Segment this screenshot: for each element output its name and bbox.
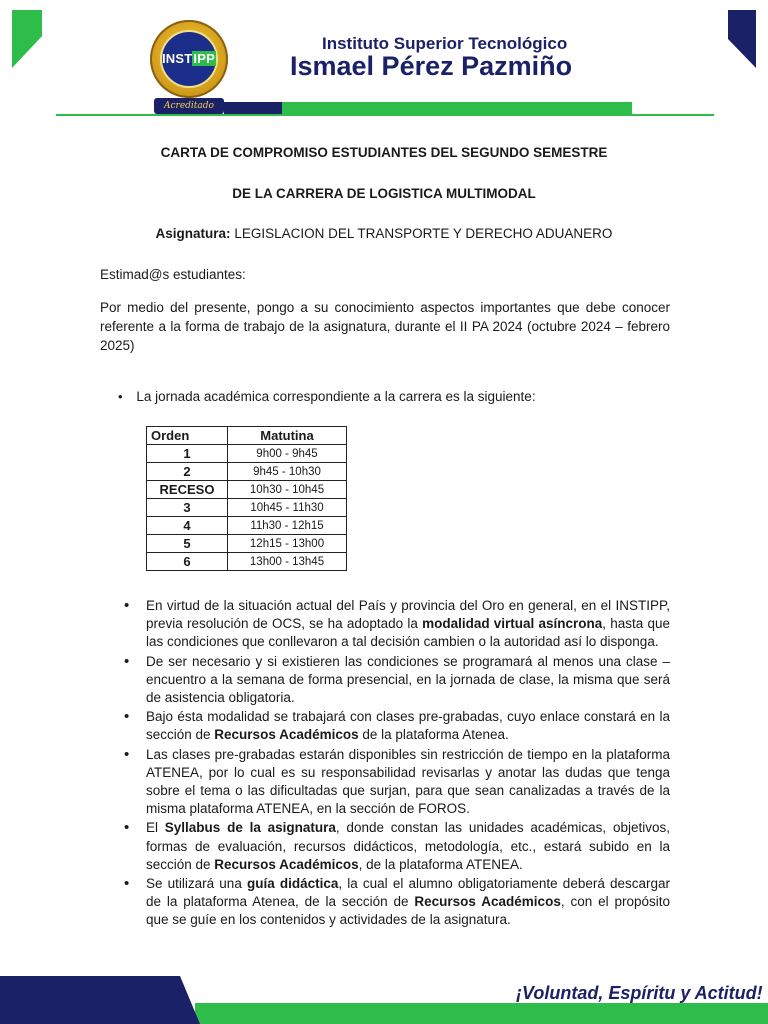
- table-cell-orden: 3: [147, 499, 228, 517]
- table-cell-time: 12h15 - 13h00: [228, 535, 347, 553]
- logo-text: INSTIPP: [162, 51, 215, 66]
- subject-label: Asignatura:: [155, 226, 231, 241]
- bullet-icon: •: [124, 708, 130, 726]
- document-title-line2: DE LA CARRERA DE LOGISTICA MULTIMODAL: [232, 186, 536, 201]
- footer-bar-green: [195, 1003, 768, 1024]
- document-title-line1: CARTA DE COMPROMISO ESTUDIANTES DEL SEGUNDO SEMESTRE: [160, 145, 608, 160]
- list-item: • Las clases pre-grabadas estarán disponibles sin restricción de tiempo en la plataforma ATENEA, por lo cual es su responsabilidad revisarlas y anotar las dudas que tenga sobre el tema o las dificultadas que surjan, para que sean canalizadas a través de la misma plataforma ATENEA, en la sección de FOROS.: [124, 745, 670, 817]
- logo-ribbon: Acreditado: [154, 98, 224, 114]
- table-row: [147, 499, 347, 517]
- schedule-table: [146, 426, 347, 571]
- bullet-icon: •: [124, 597, 130, 614]
- table-cell-time: 9h45 - 10h30: [228, 463, 347, 481]
- footer-shape-navy: [0, 976, 200, 1024]
- bullet-icon: •: [124, 745, 130, 763]
- table-row: [147, 535, 347, 553]
- bullet-icon: •: [124, 652, 130, 670]
- table-row: [147, 553, 347, 571]
- table-cell-orden: 1: [147, 445, 228, 463]
- subject-line: [0, 226, 768, 241]
- table-header-cell: Orden: [147, 427, 228, 445]
- table-cell-orden: 6: [147, 553, 228, 571]
- institute-logo: [150, 20, 228, 98]
- table-row: [147, 517, 347, 535]
- bullet-icon: •: [124, 875, 130, 893]
- header-corner-green: [12, 10, 42, 68]
- list-item: • Bajo ésta modalidad se trabajará con clases pre-grabadas, cuyo enlace constará en la sección de Recursos Académicos de la plataforma Atenea.: [124, 708, 670, 743]
- bullet-icon: •: [118, 389, 123, 404]
- table-cell-time: 10h30 - 10h45: [228, 481, 347, 499]
- table-header-cell: Matutina: [228, 427, 347, 445]
- intro-paragraph: Por medio del presente, pongo a su conocimiento aspectos importantes que debe conocer referente a la forma de trabajo de la asignatura, durante el II PA 2024 (octubre 2024 – febrero 2025): [100, 300, 670, 353]
- header-rule: [56, 114, 714, 116]
- bullet-icon: •: [124, 819, 130, 837]
- institute-name-line1: Instituto Superior Tecnológico: [322, 34, 568, 53]
- table-cell-orden: 2: [147, 463, 228, 481]
- footer-slogan: ¡Voluntad, Espíritu y Actitud!: [516, 983, 763, 1003]
- table-cell-orden: 4: [147, 517, 228, 535]
- greeting: Estimad@s estudiantes:: [100, 267, 246, 282]
- table-cell-orden: 5: [147, 535, 228, 553]
- commitment-points-list: [120, 597, 670, 931]
- list-item: • De ser necesario y si existieren las condiciones se programará al menos una clase – encuentro a la semana de forma presencial, en la jornada de clase, la misma que será de asistencia obligatoria.: [124, 652, 670, 706]
- logo-inner-circle: [160, 30, 218, 88]
- list-item: • En virtud de la situación actual del País y provincia del Oro en general, en el INSTIPP, previa resolución de OCS, se ha adoptado la modalidad virtual asíncrona, hasta que las condiciones que conllevaron a tal decisión cambien o la autoridad así lo disponga.: [124, 597, 671, 650]
- table-row: [147, 445, 347, 463]
- table-row: [147, 463, 347, 481]
- table-row: [147, 481, 347, 499]
- table-header-row: [147, 427, 347, 445]
- table-cell-time: 13h00 - 13h45: [228, 553, 347, 571]
- list-item: • El Syllabus de la asignatura, donde constan las unidades académicas, objetivos, formas de evaluación, recursos didácticos, metodología, etc., estará subido en la sección de Recursos Académicos, de la plataforma ATENEA.: [124, 819, 670, 872]
- header-corner-navy: [728, 10, 756, 68]
- table-cell-time: 9h00 - 9h45: [228, 445, 347, 463]
- table-cell-orden: RECESO: [147, 481, 228, 499]
- schedule-intro: • La jornada académica correspondiente a la carrera es la siguiente:: [118, 389, 536, 404]
- table-cell-time: 11h30 - 12h15: [228, 517, 347, 535]
- list-item: • Se utilizará una guía didáctica, la cual el alumno obligatoriamente deberá descargar de la plataforma Atenea, de la sección de Recursos Académicos, con el propósito que se guíe en los contenidos y actividades de la asignatura.: [124, 875, 671, 928]
- institute-name-line2: Ismael Pérez Pazmiño: [290, 51, 573, 81]
- subject-value: LEGISLACION DEL TRANSPORTE Y DERECHO ADUANERO: [234, 226, 613, 241]
- table-cell-time: 10h45 - 11h30: [228, 499, 347, 517]
